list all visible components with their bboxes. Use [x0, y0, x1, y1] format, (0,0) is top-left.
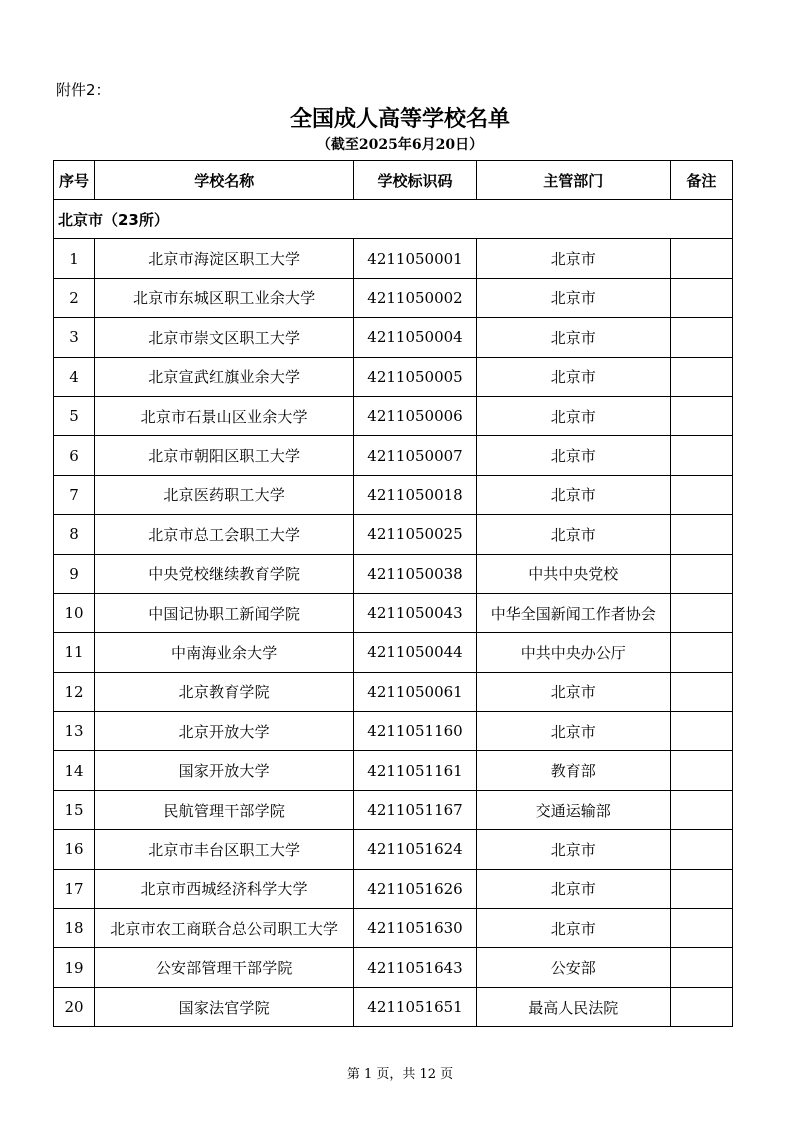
cell-school-name: 中国记协职工新闻学院: [95, 593, 354, 632]
cell-school-name: 北京市崇文区职工大学: [95, 318, 354, 357]
cell-no: 13: [54, 712, 95, 751]
cell-school-name: 北京开放大学: [95, 712, 354, 751]
cell-school-code: 4211051643: [354, 948, 476, 987]
cell-school-name: 国家开放大学: [95, 751, 354, 790]
page-footer: 第 1 页，共 12 页: [346, 1067, 454, 1082]
cell-no: 6: [54, 436, 95, 475]
cell-department: 公安部: [476, 948, 670, 987]
cell-note: [670, 436, 732, 475]
table-row: [54, 593, 733, 632]
cell-no: 20: [54, 987, 95, 1026]
cell-school-name: 北京教育学院: [95, 672, 354, 711]
cell-school-name: 北京市农工商联合总公司职工大学: [95, 909, 354, 948]
cell-no: 1: [54, 239, 95, 278]
table-row: [54, 475, 733, 514]
cell-note: [670, 633, 732, 672]
cell-school-name: 北京宣武红旗业余大学: [95, 357, 354, 396]
cell-no: 2: [54, 278, 95, 317]
cell-no: 14: [54, 751, 95, 790]
cell-note: [670, 396, 732, 435]
cell-department: 北京市: [476, 475, 670, 514]
cell-note: [670, 239, 732, 278]
cell-department: 教育部: [476, 751, 670, 790]
cell-department: 北京市: [476, 278, 670, 317]
cell-note: [670, 987, 732, 1026]
table-row: [54, 633, 733, 672]
cell-school-name: 国家法官学院: [95, 987, 354, 1026]
cell-department: 北京市: [476, 712, 670, 751]
cell-school-code: 4211050007: [354, 436, 476, 475]
table-row: [54, 987, 733, 1026]
cell-no: 4: [54, 357, 95, 396]
cell-school-code: 4211050005: [354, 357, 476, 396]
cell-no: 9: [54, 554, 95, 593]
cell-school-name: 中南海业余大学: [95, 633, 354, 672]
cell-department: 北京市: [476, 239, 670, 278]
cell-department: 北京市: [476, 436, 670, 475]
cell-school-name: 北京市总工会职工大学: [95, 515, 354, 554]
cell-note: [670, 869, 732, 908]
cell-school-name: 北京市东城区职工业余大学: [95, 278, 354, 317]
cell-department: 交通运输部: [476, 790, 670, 829]
cell-no: 15: [54, 790, 95, 829]
cell-school-code: 4211050004: [354, 318, 476, 357]
cell-department: 最高人民法院: [476, 987, 670, 1026]
cell-department: 北京市: [476, 318, 670, 357]
cell-no: 17: [54, 869, 95, 908]
cell-department: 北京市: [476, 869, 670, 908]
cell-no: 12: [54, 672, 95, 711]
table-row: [54, 554, 733, 593]
cell-school-code: 4211051630: [354, 909, 476, 948]
table-row: [54, 436, 733, 475]
cell-school-code: 4211051651: [354, 987, 476, 1026]
cell-department: 中共中央办公厅: [476, 633, 670, 672]
cell-school-code: 4211050044: [354, 633, 476, 672]
table-row: [54, 239, 733, 278]
cell-no: 11: [54, 633, 95, 672]
cell-note: [670, 318, 732, 357]
cell-school-code: 4211051161: [354, 751, 476, 790]
cell-school-code: 4211051626: [354, 869, 476, 908]
cell-no: 18: [54, 909, 95, 948]
school-list-table: [53, 160, 733, 1027]
cell-school-code: 4211051167: [354, 790, 476, 829]
document-subtitle: （截至2025年6月20日）: [316, 137, 484, 153]
table-row: [54, 909, 733, 948]
cell-department: 北京市: [476, 909, 670, 948]
cell-note: [670, 593, 732, 632]
cell-note: [670, 357, 732, 396]
cell-department: 北京市: [476, 672, 670, 711]
document-title: 全国成人高等学校名单: [289, 106, 510, 132]
cell-school-name: 北京市石景山区业余大学: [95, 396, 354, 435]
cell-no: 3: [54, 318, 95, 357]
cell-school-code: 4211050025: [354, 515, 476, 554]
cell-school-name: 北京市丰台区职工大学: [95, 830, 354, 869]
cell-school-code: 4211050006: [354, 396, 476, 435]
cell-school-code: 4211050001: [354, 239, 476, 278]
cell-school-code: 4211050038: [354, 554, 476, 593]
cell-note: [670, 554, 732, 593]
cell-note: [670, 830, 732, 869]
table-row: [54, 948, 733, 987]
cell-no: 7: [54, 475, 95, 514]
cell-department: 北京市: [476, 396, 670, 435]
cell-school-code: 4211050061: [354, 672, 476, 711]
cell-no: 19: [54, 948, 95, 987]
cell-note: [670, 790, 732, 829]
cell-school-code: 4211051160: [354, 712, 476, 751]
table-row: [54, 830, 733, 869]
header-note: 备注: [670, 161, 732, 200]
cell-school-name: 公安部管理干部学院: [95, 948, 354, 987]
table-row: [54, 751, 733, 790]
region-row: [54, 200, 733, 239]
header-no: 序号: [54, 161, 95, 200]
cell-school-name: 北京市朝阳区职工大学: [95, 436, 354, 475]
cell-school-name: 北京市西城经济科学大学: [95, 869, 354, 908]
cell-department: 北京市: [476, 830, 670, 869]
cell-department: 北京市: [476, 515, 670, 554]
cell-school-code: 4211051624: [354, 830, 476, 869]
table-row: [54, 790, 733, 829]
table-row: [54, 712, 733, 751]
table-row: [54, 278, 733, 317]
cell-school-name: 中央党校继续教育学院: [95, 554, 354, 593]
cell-note: [670, 475, 732, 514]
cell-note: [670, 909, 732, 948]
cell-school-name: 北京医药职工大学: [95, 475, 354, 514]
cell-school-code: 4211050018: [354, 475, 476, 514]
cell-no: 10: [54, 593, 95, 632]
table-row: [54, 318, 733, 357]
table-row: [54, 672, 733, 711]
header-code: 学校标识码: [354, 161, 476, 200]
cell-department: 中共中央党校: [476, 554, 670, 593]
cell-school-code: 4211050043: [354, 593, 476, 632]
cell-note: [670, 712, 732, 751]
table-row: [54, 869, 733, 908]
cell-note: [670, 751, 732, 790]
header-dept: 主管部门: [476, 161, 670, 200]
cell-note: [670, 278, 732, 317]
header-name: 学校名称: [95, 161, 354, 200]
table-row: [54, 357, 733, 396]
cell-note: [670, 515, 732, 554]
cell-department: 北京市: [476, 357, 670, 396]
cell-school-name: 北京市海淀区职工大学: [95, 239, 354, 278]
cell-school-name: 民航管理干部学院: [95, 790, 354, 829]
cell-note: [670, 672, 732, 711]
table-row: [54, 515, 733, 554]
region-heading: 北京市（23所）: [54, 200, 733, 239]
cell-school-code: 4211050002: [354, 278, 476, 317]
cell-no: 16: [54, 830, 95, 869]
cell-no: 5: [54, 396, 95, 435]
cell-note: [670, 948, 732, 987]
cell-no: 8: [54, 515, 95, 554]
table-row: [54, 396, 733, 435]
table-header-row: [54, 161, 733, 200]
attachment-label: 附件2：: [56, 81, 111, 99]
cell-department: 中华全国新闻工作者协会: [476, 593, 670, 632]
